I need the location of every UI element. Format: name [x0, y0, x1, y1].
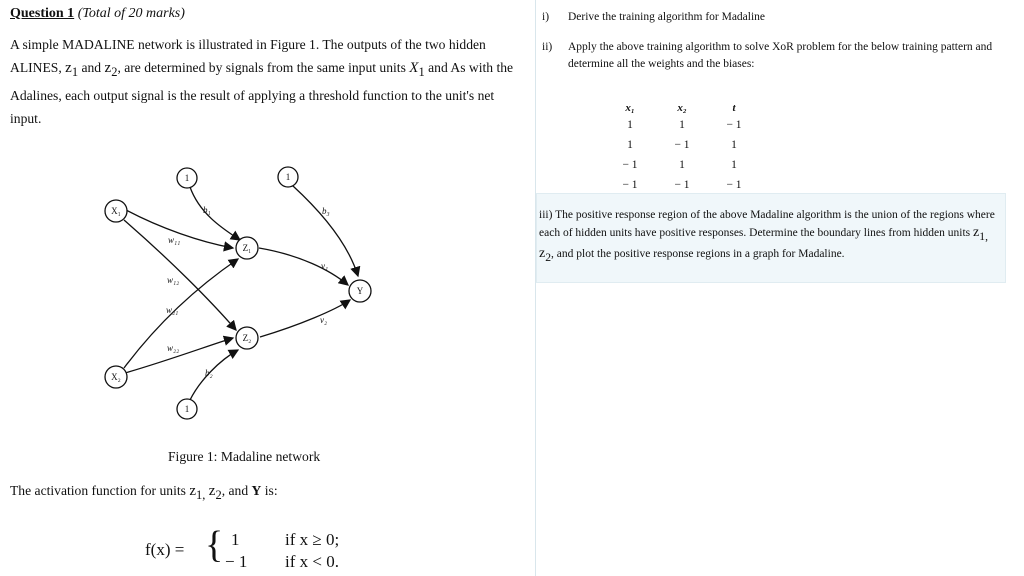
b2-label: b₂ — [205, 368, 213, 378]
v2-label: v₂ — [320, 315, 328, 325]
b1-label: b₁ — [203, 205, 211, 215]
q3-z2-symbol: $z_2$ — [539, 245, 552, 264]
figure-caption: Figure 1: Madaline network — [168, 449, 321, 464]
intro-text-3: and As with the Adalines, each output signal is the result of applying a threshold function to the unit's net input. — [10, 60, 514, 126]
question-number: Question 1 — [10, 6, 75, 21]
x1-label: X₁ — [111, 206, 121, 216]
act-z2-symbol: $z_2$ — [208, 483, 222, 502]
intro-text-2: are determined by signals from the same input units — [124, 60, 406, 75]
x2-label: X₂ — [111, 372, 121, 382]
formula-lhs: f(x) = — [145, 540, 185, 559]
x1-symbol: $X_1$ — [409, 60, 425, 79]
table-row: 1 − 1 1 — [627, 139, 737, 151]
right-bottom-panel — [536, 193, 1006, 283]
q3-z1-symbol: $z_{1,}$ — [973, 225, 988, 243]
question-marks: (Total of 20 marks) — [77, 6, 185, 21]
intro-and: and — [81, 60, 102, 75]
formula-case1-val: 1 — [231, 530, 240, 549]
b3-label: b₃ — [322, 206, 330, 216]
edge-z1-y — [259, 248, 348, 285]
table-header: t — [732, 102, 736, 114]
edge-z2-y — [260, 300, 350, 337]
table-header: x₁ — [625, 102, 635, 114]
table-row: − 1 − 1 − 1 — [622, 179, 742, 191]
madaline-network-figure — [0, 0, 535, 440]
training-pattern-table — [604, 101, 760, 195]
edge-bias2-z2 — [190, 350, 238, 400]
z2-label: Z₂ — [242, 333, 252, 343]
act-z1-symbol: $z_{1,}$ — [189, 483, 206, 502]
right-top-panel: i) Derive the training algorithm for Madaline ii) Apply the above training algorithm to solve XoR problem for the below training pattern and determine all the weights and the biases: — [542, 11, 993, 70]
formula-case2-cond: if x < 0. — [285, 552, 339, 571]
question-iii: iii) The positive response region of the above Madaline algorithm is the union of the regions where each of hidden units have positive responses. Determine the boundary lines from hidden units $z_{1,}$ $z_2$, and plot the positive response regions in a graph for Madaline. — [539, 209, 995, 264]
table-row: − 1 1 1 — [622, 159, 737, 171]
table-row: 1 1 − 1 — [627, 119, 742, 131]
table-header: x₂ — [677, 102, 687, 114]
bias-3-label: 1 — [285, 172, 291, 182]
z2-symbol: $z_2$ — [104, 60, 118, 79]
z1-label: Z₁ — [242, 243, 252, 253]
bias-1-label: 1 — [184, 173, 190, 183]
edge-bias1-z1 — [190, 187, 240, 240]
activation-text: The activation function for units $z_{1,}$ $z_2$, and Y is: — [10, 483, 278, 502]
w11-label: w₁₁ — [168, 235, 181, 245]
y-label: Y — [356, 286, 364, 296]
intro-paragraph: A simple MADALINE network is illustrated in Figure 1. The outputs of the two hidden ALINES, $z_1$ and $z_2$, are determined by signals from the same input units $X_1$ and As with the Adalines, each output signal is the result of applying a threshold function to the unit's net input. — [10, 37, 514, 126]
w22-label: w₂₂ — [167, 343, 180, 353]
formula-brace: { — [205, 524, 224, 566]
intro-text-1: A simple MADALINE network is illustrated in Figure 1. The outputs of the two hidden ALINES, — [10, 37, 486, 75]
w21-label: w₂₁ — [166, 305, 179, 315]
formula-case2-val: − 1 — [225, 552, 248, 571]
formula-case1-cond: if x ≥ 0; — [285, 530, 340, 549]
w12-label: w₁₂ — [167, 275, 180, 285]
z1-symbol: $z_1$ — [65, 60, 79, 79]
bias-2-label: 1 — [184, 404, 190, 414]
v1-label: v₁ — [321, 261, 329, 271]
